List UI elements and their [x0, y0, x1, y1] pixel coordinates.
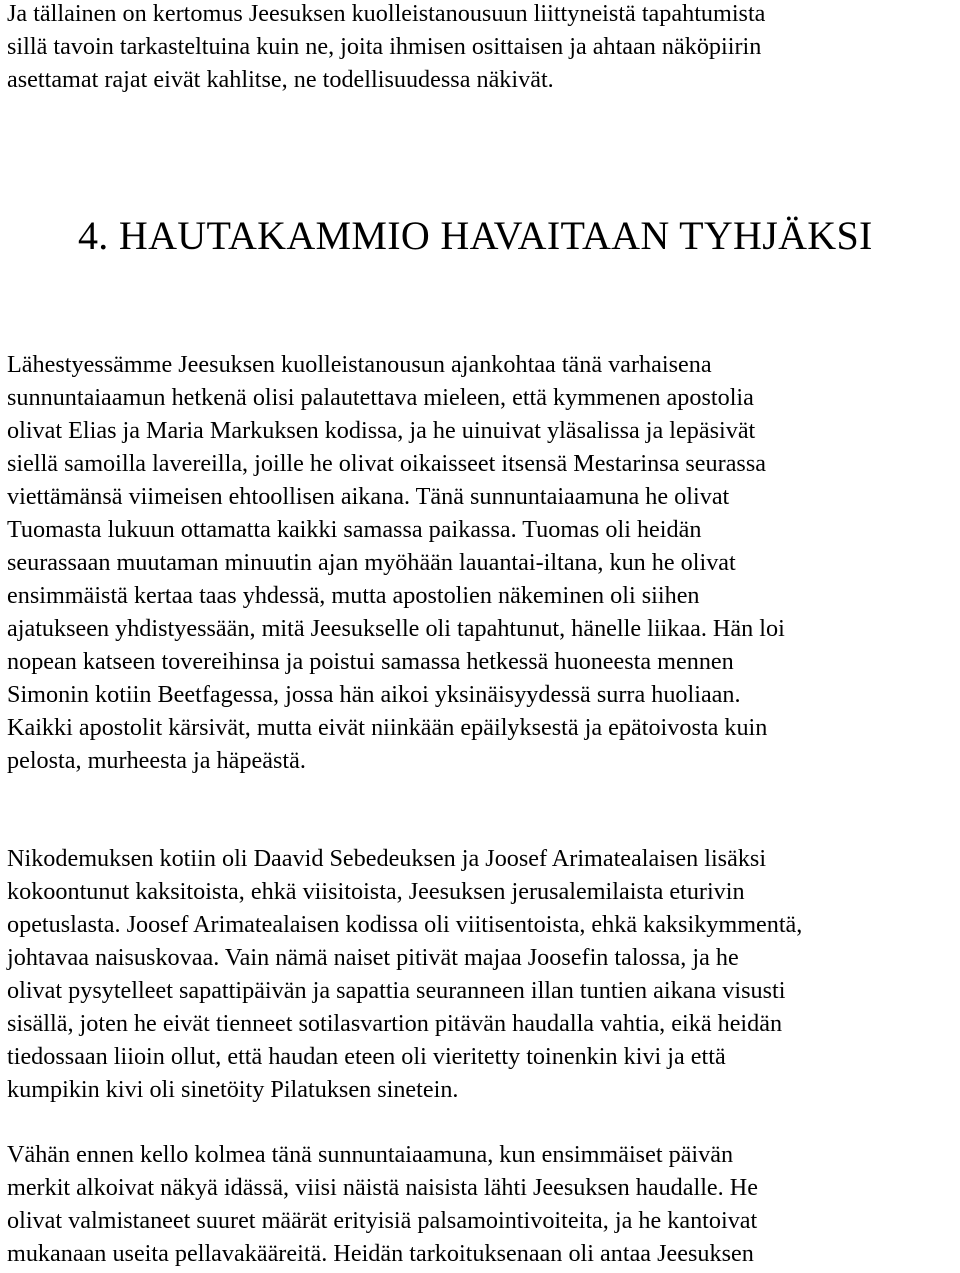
text-line: olivat valmistaneet suuret määrät erityisiä palsamointivoiteita, ja he kantoivat — [7, 1207, 758, 1234]
text-line: Nikodemuksen kotiin oli Daavid Sebedeuksen ja Joosef Arimatealaisen lisäksi — [7, 845, 767, 872]
text-line: tiedossaan liioin ollut, että haudan eteen oli vieritetty toinenkin kivi ja että — [7, 1043, 726, 1070]
text-line: sunnuntaiaamun hetkenä olisi palautettava mieleen, että kymmenen apostolia — [7, 384, 754, 411]
text-line: Tuomasta lukuun ottamatta kaikki samassa paikassa. Tuomas oli heidän — [7, 516, 702, 543]
body-paragraph-2 — [7, 842, 802, 1106]
text-line: opetuslasta. Joosef Arimatealaisen kodissa oli viitisentoista, ehkä kaksikymmentä, — [7, 911, 803, 938]
text-line: johtavaa naisuskovaa. Vain nämä naiset pitivät majaa Joosefin talossa, ja he — [7, 944, 739, 971]
text-line: seurassaan muutaman minuutin ajan myöhään lauantai-iltana, kun he olivat — [7, 549, 736, 576]
text-line: ensimmäistä kertaa taas yhdessä, mutta apostolien näkeminen oli siihen — [7, 582, 700, 609]
text-line: siellä samoilla lavereilla, joille he olivat oikaisseet itsensä Mestarinsa seurassa — [7, 450, 766, 477]
text-line: Simonin kotiin Beetfagessa, jossa hän aikoi yksinäisyydessä surra huoliaan. — [7, 681, 741, 708]
body-paragraph-1 — [7, 348, 785, 777]
text-line: olivat Elias ja Maria Markuksen kodissa, ja he uinuivat yläsalissa ja lepäsivät — [7, 417, 756, 444]
intro-paragraph — [7, 0, 765, 96]
section-heading: 4. HAUTAKAMMIO HAVAITAAN TYHJÄKSI — [78, 213, 873, 258]
text-line: nopean katseen tovereihinsa ja poistui samassa hetkessä huoneesta mennen — [7, 648, 734, 675]
text-line: sillä tavoin tarkasteltuina kuin ne, joita ihmisen osittaisen ja ahtaan näköpiirin — [7, 33, 762, 60]
text-line: Ja tällainen on kertomus Jeesuksen kuolleistanousuun liittyneistä tapahtumista — [7, 0, 766, 27]
body-paragraph-3 — [7, 1138, 758, 1270]
text-line: kokoontunut kaksitoista, ehkä viisitoista, Jeesuksen jerusalemilaista eturivin — [7, 878, 745, 905]
text-line: ajatukseen yhdistyessään, mitä Jeesukselle oli tapahtunut, hänelle liikaa. Hän loi — [7, 615, 785, 642]
text-line: Kaikki apostolit kärsivät, mutta eivät niinkään epäilyksestä ja epätoivosta kuin — [7, 714, 768, 741]
text-line: viettämänsä viimeisen ehtoollisen aikana. Tänä sunnuntaiaamuna he olivat — [7, 483, 730, 510]
text-line: mukanaan useita pellavakääreitä. Heidän tarkoituksenaan oli antaa Jeesuksen — [7, 1240, 754, 1267]
text-line: asettamat rajat eivät kahlitse, ne todellisuudessa näkivät. — [7, 66, 554, 93]
text-line: merkit alkoivat näkyä idässä, viisi näistä naisista lähti Jeesuksen haudalle. He — [7, 1174, 758, 1201]
text-line: sisällä, joten he eivät tienneet sotilasvartion pitävän haudalla vahtia, eikä heidän — [7, 1010, 783, 1037]
text-line: kumpikin kivi oli sinetöity Pilatuksen sinetein. — [7, 1076, 459, 1103]
text-line: Lähestyessämme Jeesuksen kuolleistanousun ajankohtaa tänä varhaisena — [7, 351, 712, 378]
text-line: pelosta, murheesta ja häpeästä. — [7, 747, 306, 774]
text-line: Vähän ennen kello kolmea tänä sunnuntaiaamuna, kun ensimmäiset päivän — [7, 1141, 734, 1168]
text-line: olivat pysytelleet sapattipäivän ja sapattia seuranneen illan tuntien aikana visusti — [7, 977, 786, 1004]
